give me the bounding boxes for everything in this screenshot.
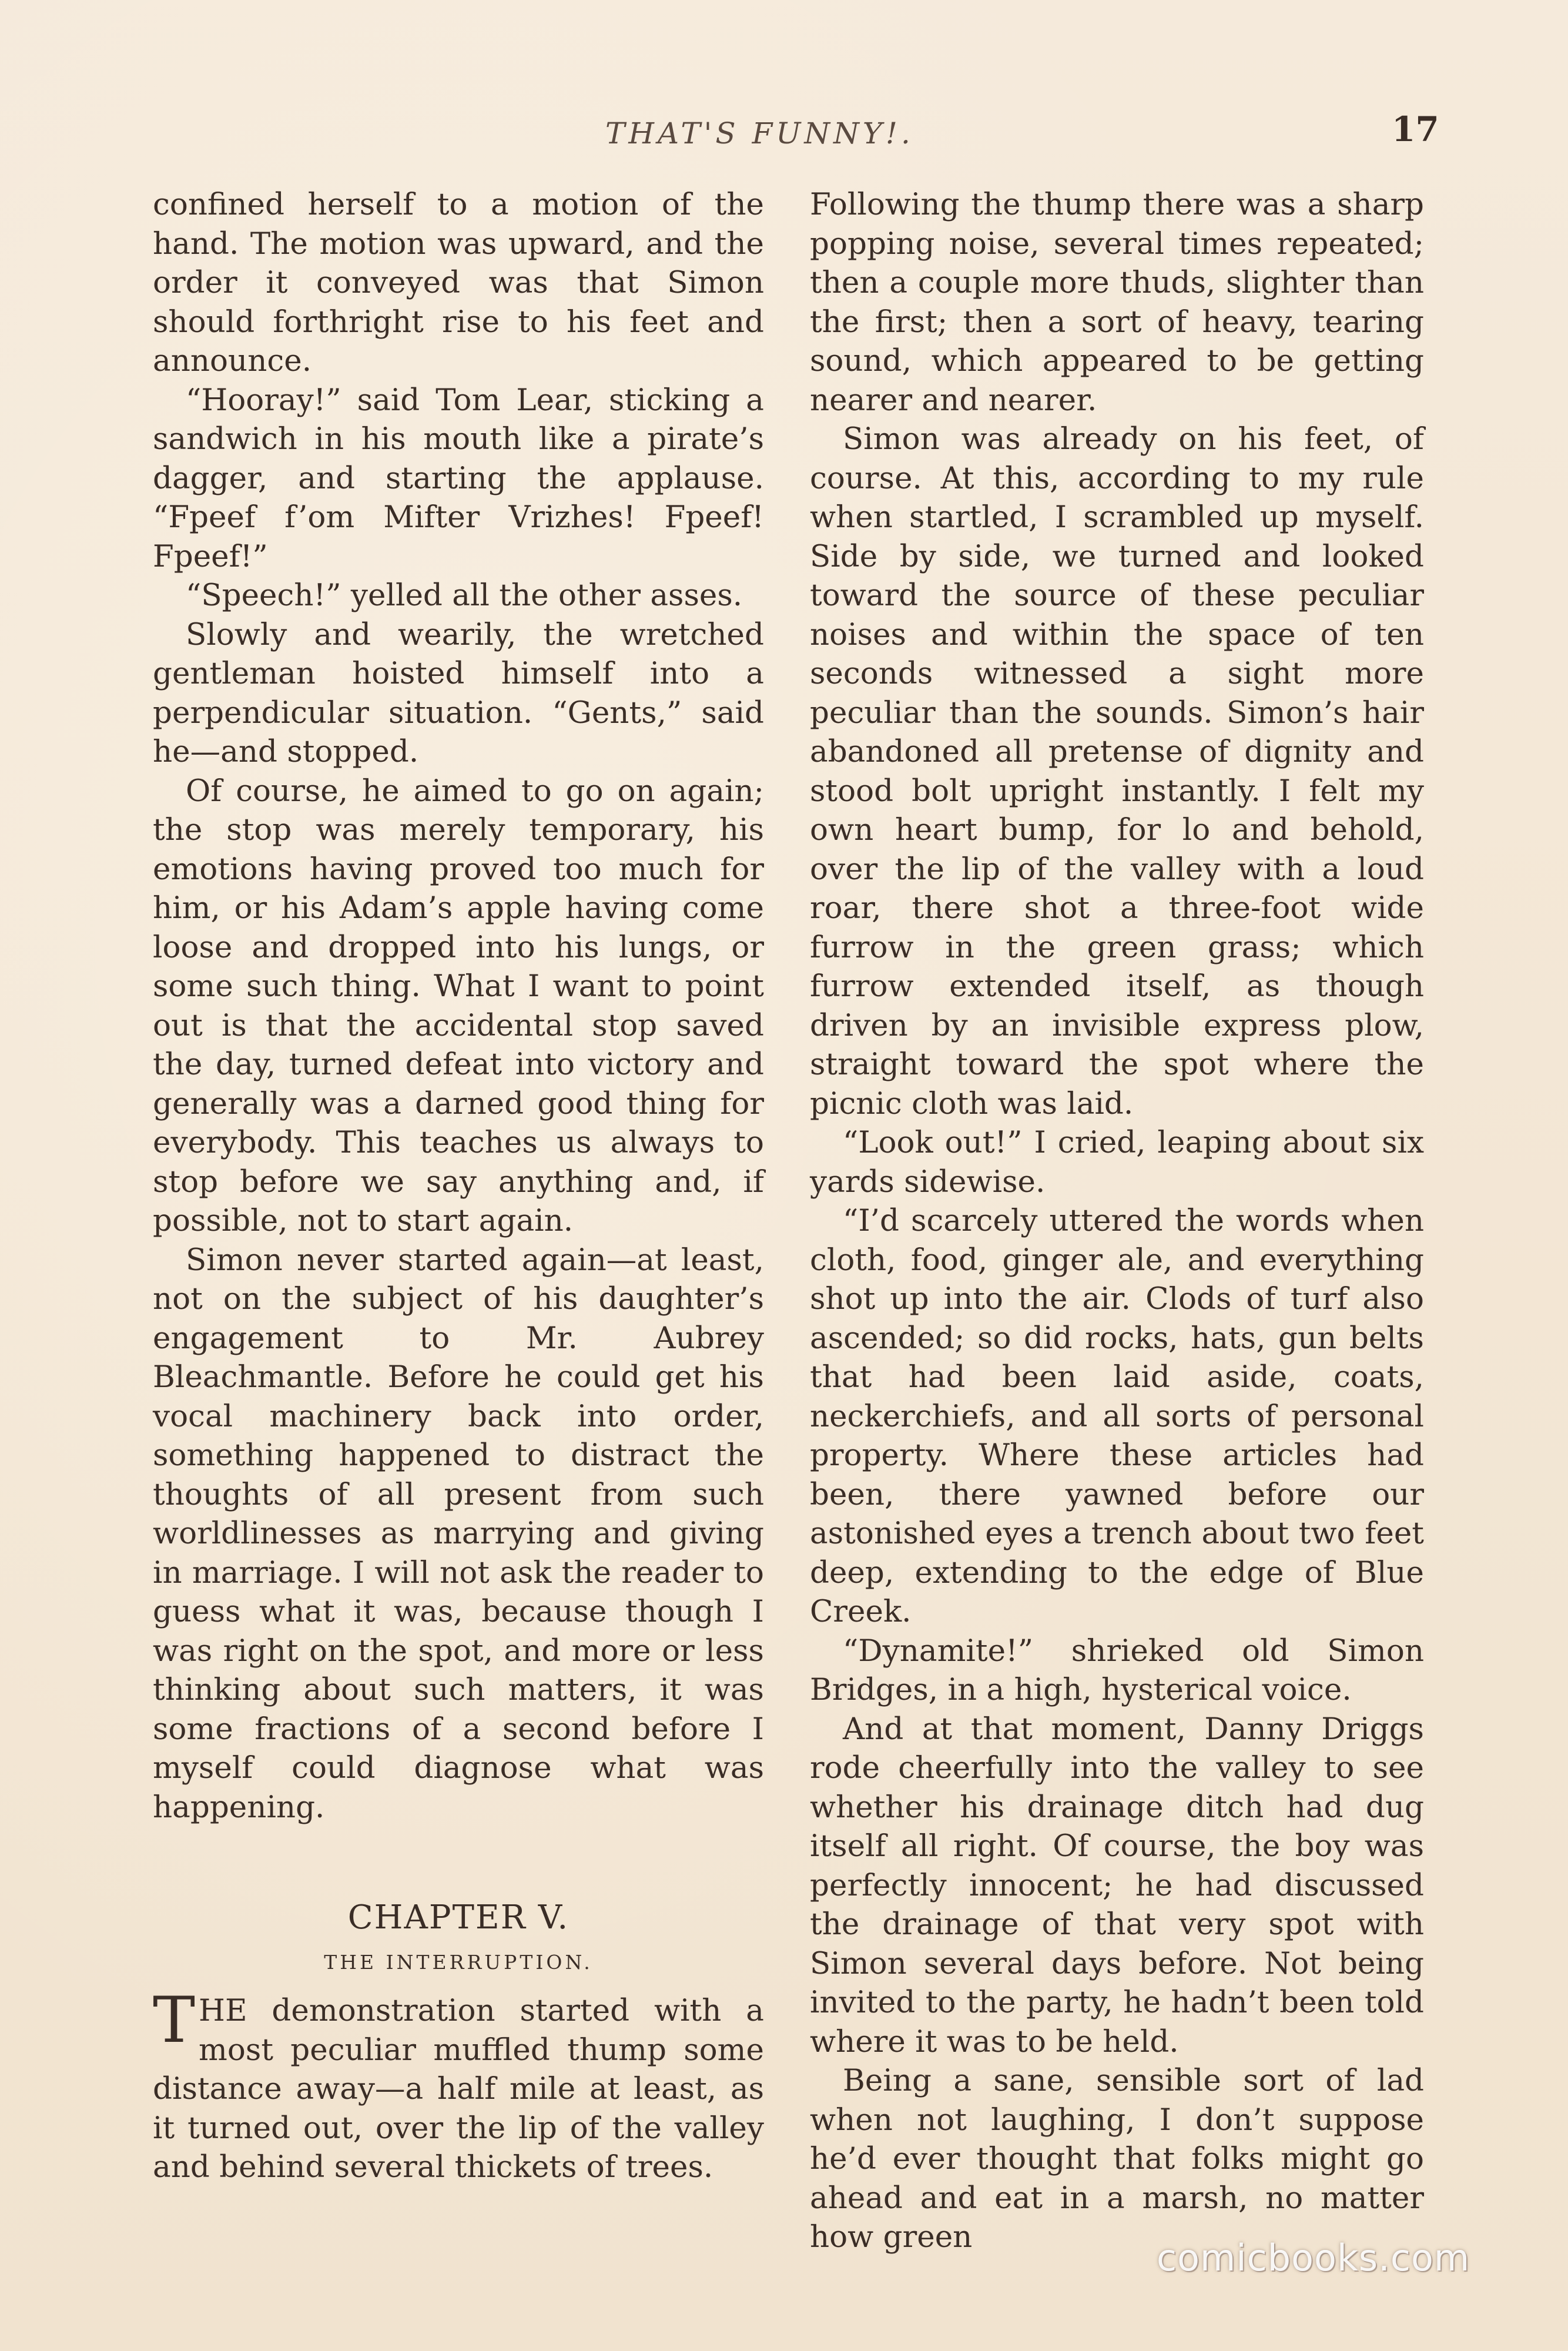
paragraph: “I’d scarcely uttered the words when cloth, food, ginger ale, and everything shot up into the air. Clods of turf also ascended; so did rocks, hats, gun belts that had been laid aside, coats, neckerchiefs, and all sorts of personal property. Where these articles had been, there yawned before our astonished eyes a trench about two feet deep, extending to the edge of Blue Creek.	[810, 1203, 1424, 1629]
paragraph: Following the thump there was a sharp popping noise, several times repeated; then a couple more thuds, slighter than the first; then a sort of heavy, tearing sound, which appeared to be getting nearer and nearer.	[810, 187, 1424, 418]
drop-cap: T	[153, 1984, 196, 2057]
left-column	[153, 185, 764, 2187]
paragraph: Being a sane, sensible sort of lad when not laughing, I don’t suppose he’d ever thought that folks might go ahead and eat in a marsh, no matter how green	[810, 2063, 1424, 2255]
paragraph: Slowly and wearily, the wretched gentleman hoisted himself into a perpendicular situation. “Gents,” said he—and stopped.	[153, 617, 764, 769]
running-title: THAT'S FUNNY!.	[605, 116, 914, 150]
chapter-heading: CHAPTER V.	[347, 1898, 569, 1937]
paragraph: Of course, he aimed to go on again; the stop was merely temporary, his emotions having proved too much for him, or his Adam’s apple having come loose and dropped into his lungs, or some such thing. What I want to point out is that the accidental stop saved the day, turned defeat into victory and generally was a darned good thing for everybody. This teaches us always to stop before we say anything and, if possible, not to start again.	[153, 773, 764, 1238]
paragraph: “Speech!” yelled all the other asses.	[186, 578, 743, 613]
paragraph: Simon never started again—at least, not on the subject of his daughter’s engagement to Mr. Aubrey Bleachmantle. Before he could get his vocal machinery back into order, something happened to distract the thoughts of all present from such worldlinesses as marrying and giving in marriage. I will not ask the reader to guess what it was, because though I was right on the spot, and more or less thinking about such matters, it was some fractions of a second before I myself could diagnose what was happening.	[153, 1242, 764, 1825]
paragraph: “Dynamite!” shrieked old Simon Bridges, in a high, hysterical voice.	[810, 1633, 1424, 1707]
paragraph: confined herself to a motion of the hand. The motion was upward, and the order it conveyed was that Simon should forthright rise to his feet and announce.	[153, 187, 764, 379]
paragraph: “Hooray!” said Tom Lear, sticking a sandwich in his mouth like a pirate’s dagger, and starting the applause. “Fpeef f’om Mifter Vrizhes! Fpeef! Fpeef!”	[153, 382, 764, 574]
right-column	[810, 185, 1424, 2257]
chapter-subtitle: THE INTERRUPTION.	[324, 1951, 593, 1974]
chapter-opening-paragraph	[153, 1984, 764, 2187]
paragraph: “Look out!” I cried, leaping about six yards sidewise.	[810, 1125, 1424, 1200]
page-number: 17	[1392, 109, 1439, 149]
chapter-opening-text: HE demonstration started with a most peculiar muffled thump some distance away—a half mile at least, as it turned out, over the lip of the valley and behind several thickets of trees.	[153, 1993, 764, 2185]
paragraph: And at that moment, Danny Driggs rode cheerfully into the valley to see whether his drainage ditch had dug itself all right. Of course, the boy was perfectly innocent; he had discussed the drainage of that very spot with Simon several days before. Not being invited to the party, he hadn’t been told where it was to be held.	[810, 1711, 1424, 2059]
source-watermark: comicbooks.com	[1157, 2236, 1470, 2279]
paragraph: Simon was already on his feet, of course. At this, according to my rule when startled, I scrambled up myself. Side by side, we turned and looked toward the source of these peculiar noises and within the space of ten seconds witnessed a sight more peculiar than the sounds. Simon’s hair abandoned all pretense of dignity and stood bolt upright instantly. I felt my own heart bump, for lo and behold, over the lip of the valley with a loud roar, there shot a three-foot wide furrow in the green grass; which furrow extended itself, as though driven by an invisible express plow, straight toward the spot where the picnic cloth was laid.	[810, 421, 1424, 1121]
